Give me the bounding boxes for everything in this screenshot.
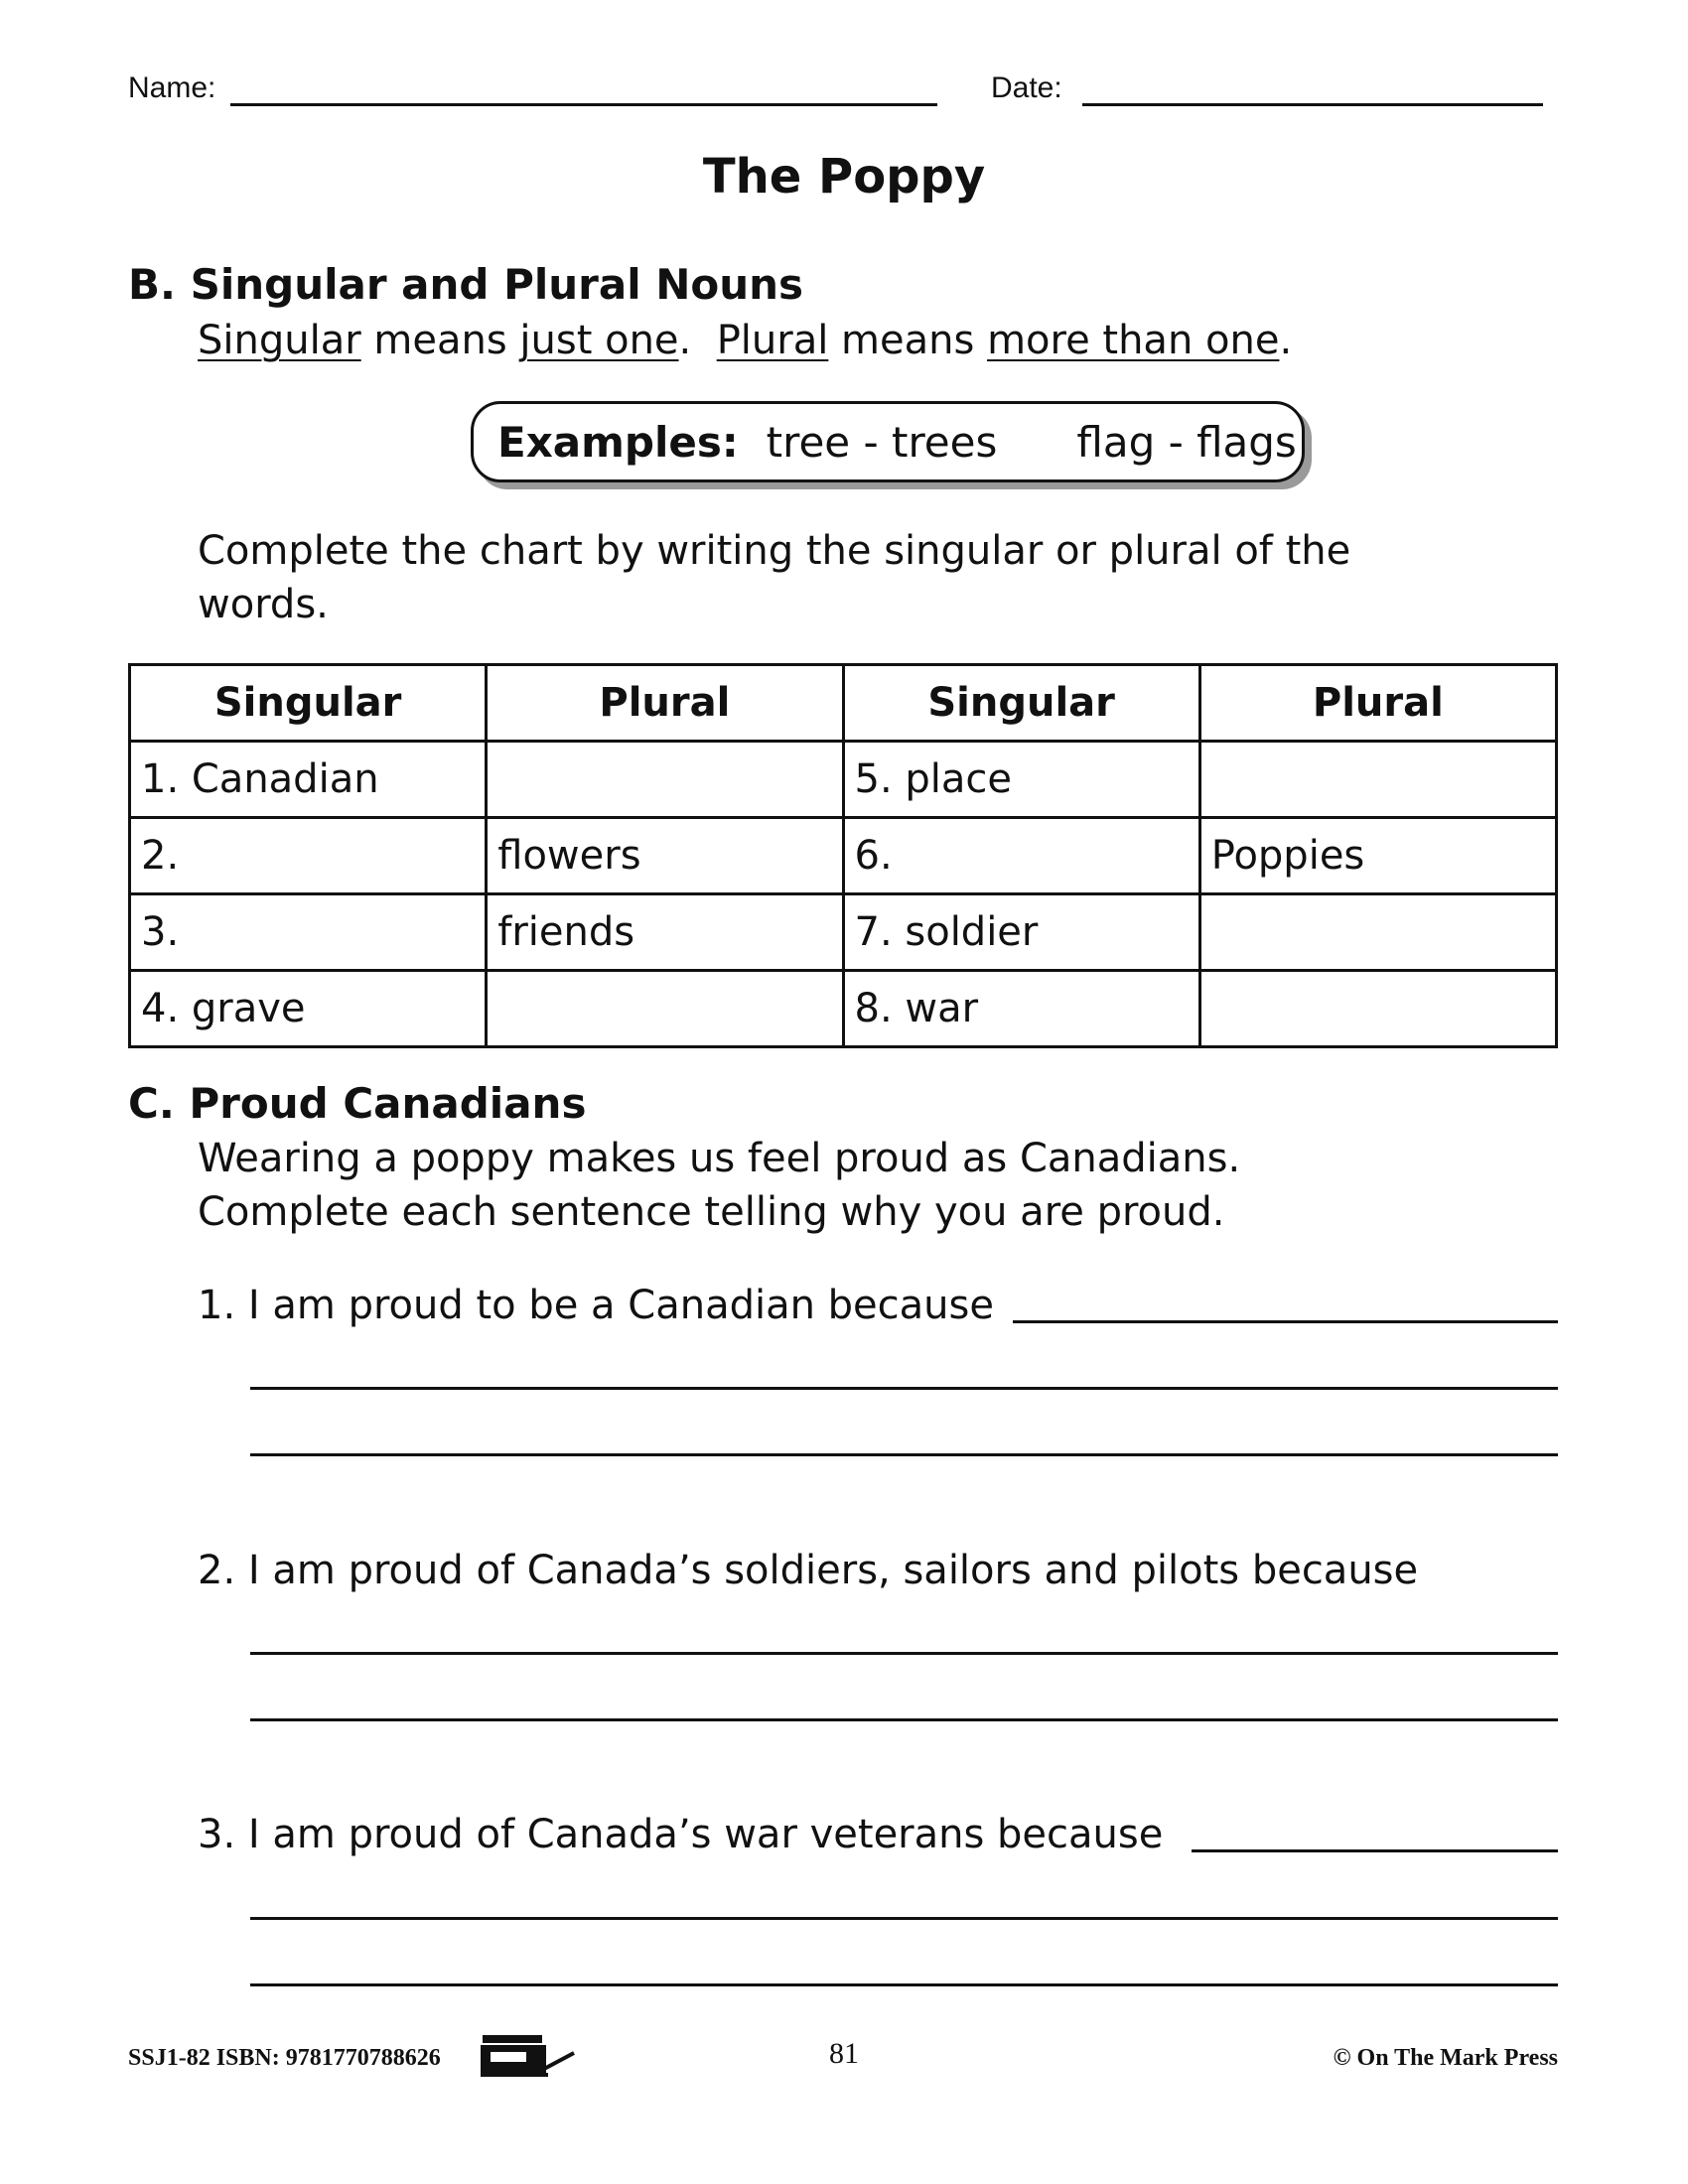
plural-term: Plural (716, 318, 829, 363)
footer-code: SSJ1-82 ISBN: 9781770788626 (128, 2045, 441, 2071)
prompt-2: 2. I am proud of Canada’s soldiers, sailors and pilots because (198, 1548, 1419, 1593)
definition-period: . (1279, 318, 1293, 363)
table-cell: Poppies (1199, 818, 1556, 894)
table-row (130, 818, 1557, 894)
examples-label: Examples: (497, 417, 739, 467)
answer-cell[interactable]: 3. (130, 894, 487, 971)
page-number: 81 (829, 2037, 859, 2070)
answer-line[interactable] (250, 1652, 1558, 1655)
name-line[interactable] (230, 103, 937, 106)
footer-copyright: © On The Mark Press (1333, 2045, 1558, 2071)
table-cell: flowers (487, 818, 843, 894)
answer-cell[interactable] (1199, 971, 1556, 1047)
answer-cell[interactable] (487, 742, 843, 818)
column-header: Singular (843, 665, 1199, 742)
definition-text (198, 314, 1292, 367)
column-header: Plural (1199, 665, 1556, 742)
noun-chart (128, 663, 1558, 1048)
section-b-heading: B. Singular and Plural Nouns (128, 260, 804, 309)
answer-line[interactable] (1192, 1849, 1558, 1852)
definition-connector: means (828, 318, 988, 363)
answer-line[interactable] (250, 1983, 1558, 1986)
answer-cell[interactable] (1199, 742, 1556, 818)
answer-line[interactable] (250, 1453, 1558, 1456)
definition-connector: means (360, 318, 520, 363)
chart-instruction: Complete the chart by writing the singular or plural of the words. (198, 528, 1351, 627)
table-row (130, 742, 1557, 818)
answer-line[interactable] (250, 1718, 1558, 1721)
definition-connector: . (678, 318, 717, 363)
more-than-one-term: more than one (987, 318, 1280, 363)
table-cell: 5. place (843, 742, 1199, 818)
prompt-3: 3. I am proud of Canada’s war veterans because (198, 1812, 1164, 1857)
column-header: Plural (487, 665, 843, 742)
table-cell: 8. war (843, 971, 1199, 1047)
answer-cell[interactable] (487, 971, 843, 1047)
section-c-instruction: Complete each sentence telling why you are proud. (198, 1189, 1225, 1235)
date-label: Date: (991, 71, 1062, 104)
examples-box (471, 401, 1305, 482)
singular-term: Singular (198, 318, 361, 363)
column-header: Singular (130, 665, 487, 742)
example-pair: flag - flags (1076, 417, 1297, 467)
answer-cell[interactable] (1199, 894, 1556, 971)
answer-cell[interactable]: 2. (130, 818, 487, 894)
answer-line[interactable] (1013, 1320, 1558, 1323)
just-one-term: just one (519, 318, 679, 363)
table-cell: friends (487, 894, 843, 971)
example-pair: tree - trees (766, 417, 998, 467)
date-line[interactable] (1082, 103, 1543, 106)
answer-line[interactable] (250, 1387, 1558, 1390)
page-title: The Poppy (702, 149, 986, 205)
answer-cell[interactable]: 6. (843, 818, 1199, 894)
table-cell: 1. Canadian (130, 742, 487, 818)
table-row (130, 894, 1557, 971)
table-row (130, 971, 1557, 1047)
name-label: Name: (128, 71, 216, 104)
answer-line[interactable] (250, 1917, 1558, 1920)
section-c-intro: Wearing a poppy makes us feel proud as Canadians. (198, 1136, 1241, 1181)
section-c-heading: C. Proud Canadians (128, 1079, 587, 1128)
prompt-1: 1. I am proud to be a Canadian because (198, 1283, 994, 1328)
table-cell: 7. soldier (843, 894, 1199, 971)
chart-header-row (130, 665, 1557, 742)
table-cell: 4. grave (130, 971, 487, 1047)
